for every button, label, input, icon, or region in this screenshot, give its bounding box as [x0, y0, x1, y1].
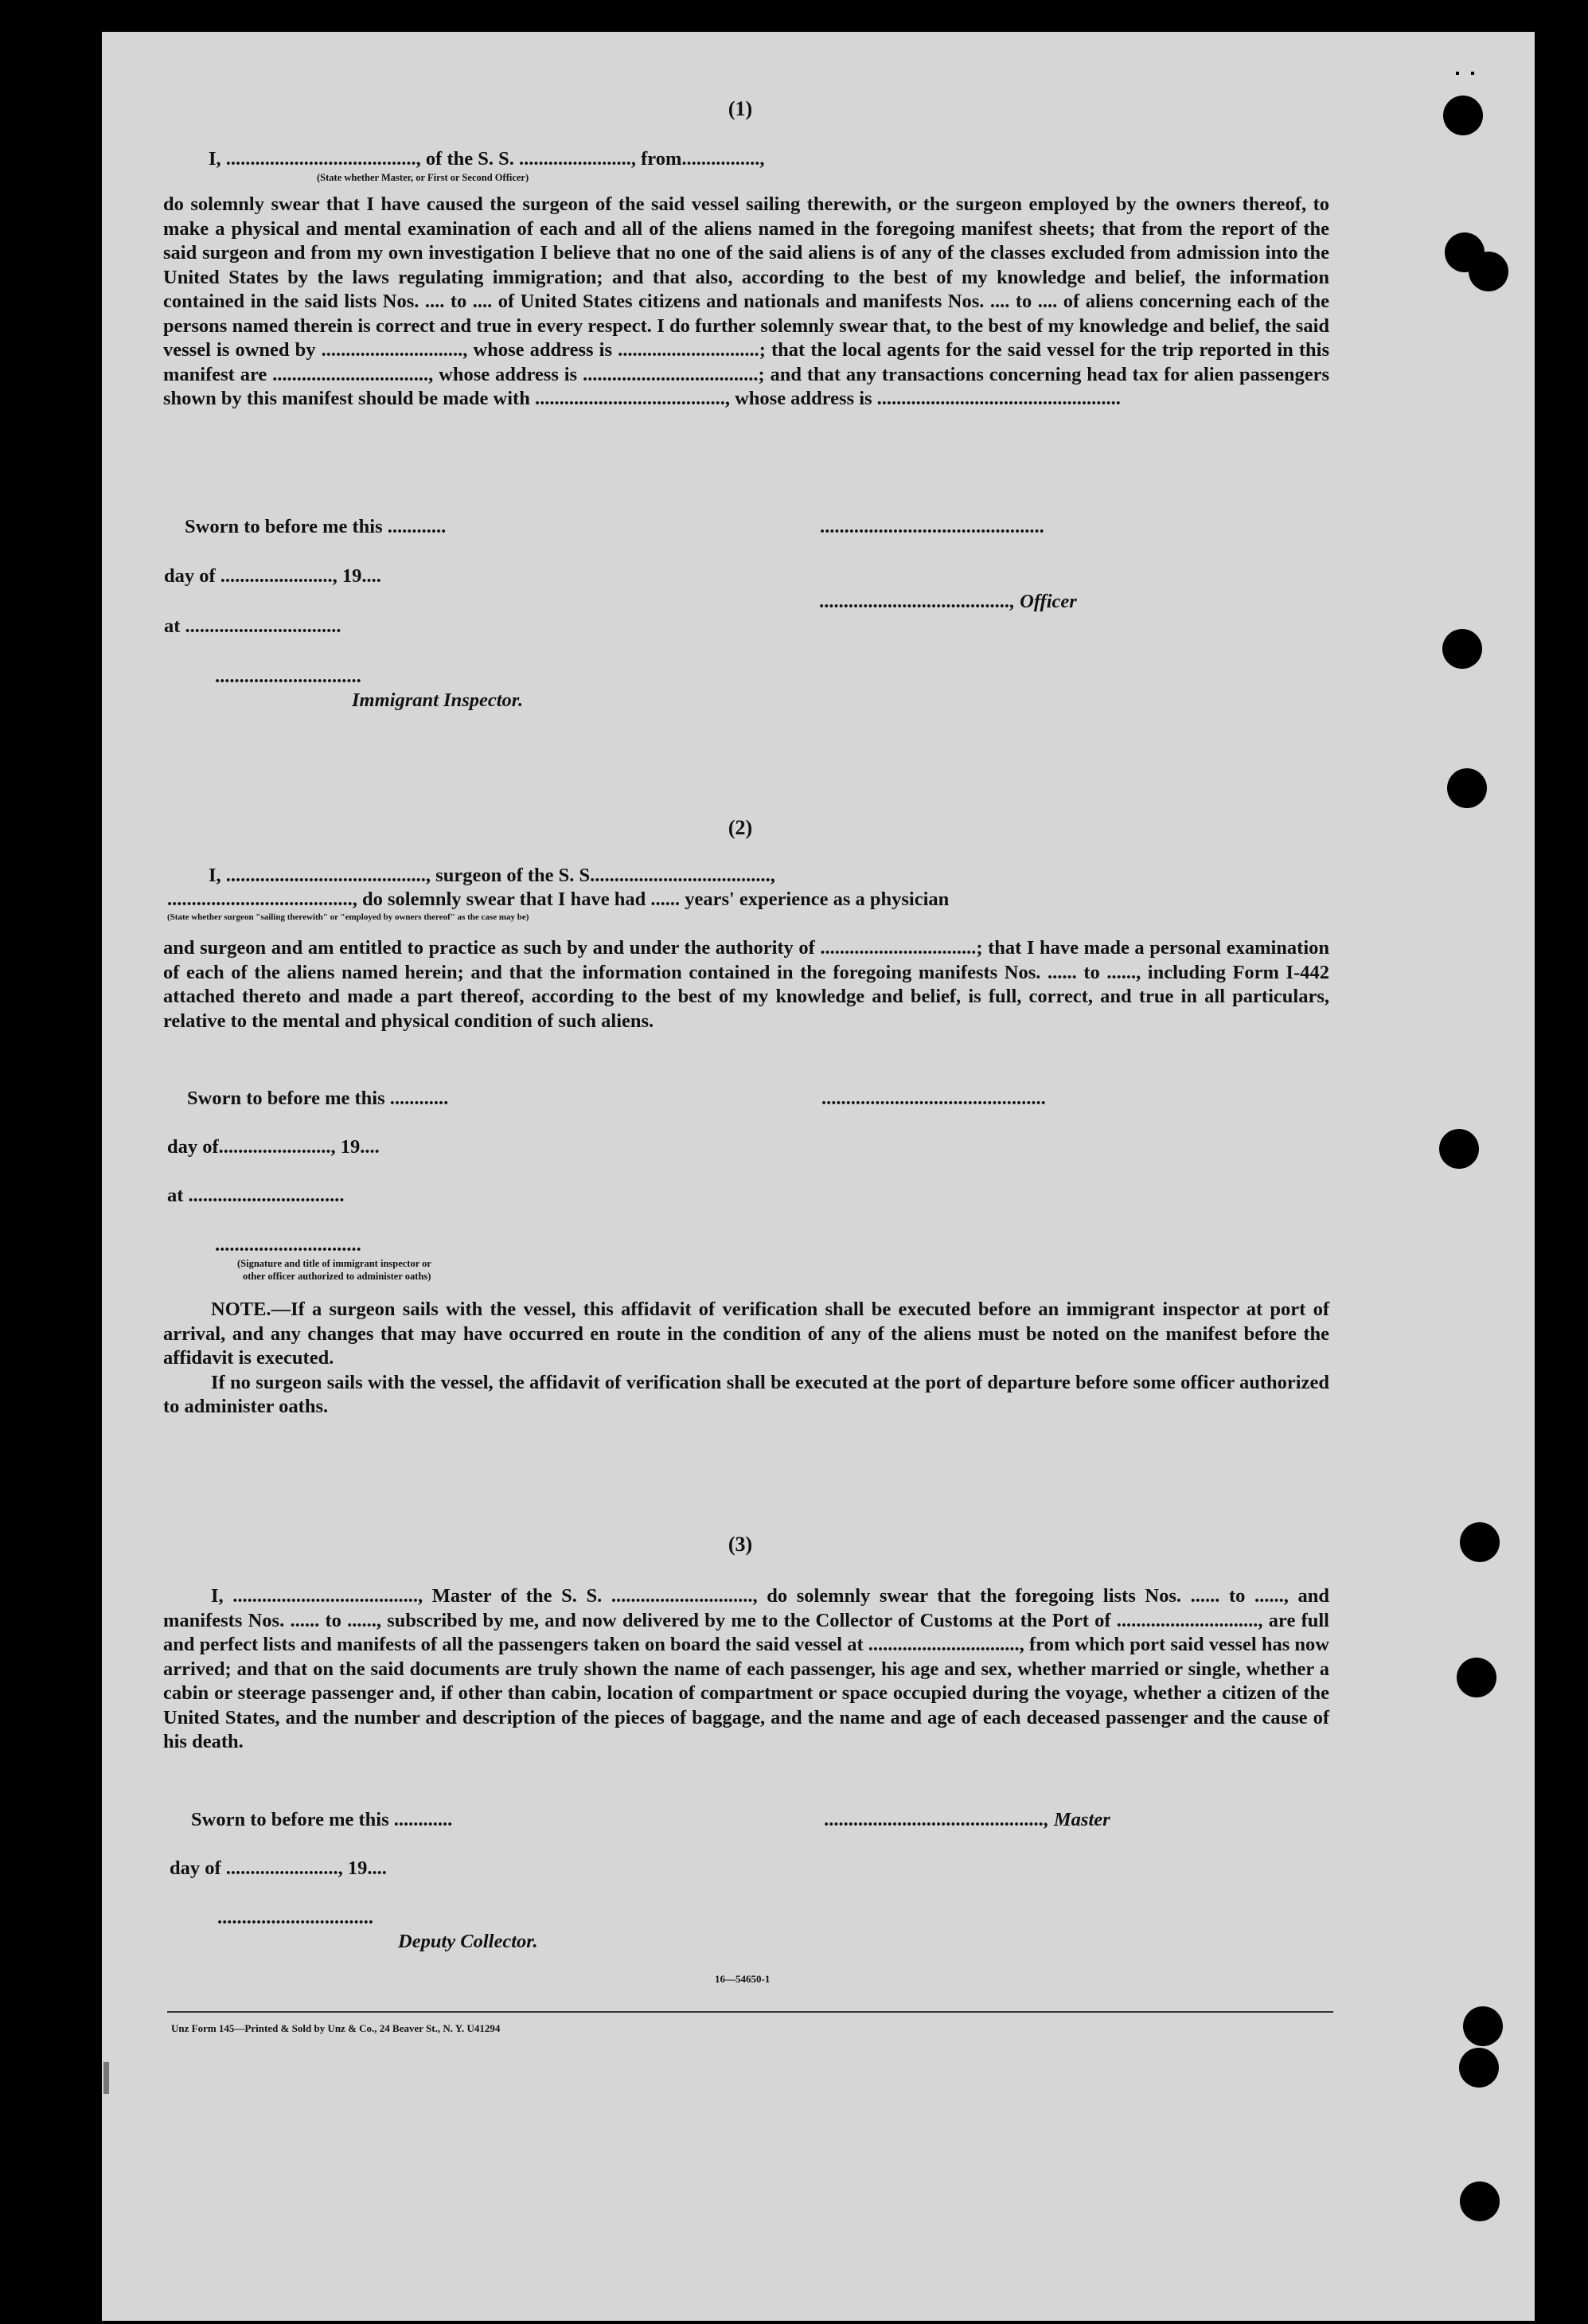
section-3-master-line: ............................................., Master — [825, 1809, 1110, 1830]
section-3-affidavit-body — [163, 1584, 1329, 1755]
punch-hole — [1439, 1129, 1479, 1169]
section-2-day-of: day of......................., 19.... — [167, 1136, 380, 1158]
section-1-inspector-label: Immigrant Inspector. — [352, 689, 524, 711]
section-3-body-text: I, ......................................, Master of the S. S. ............................., do solemnly swear that the foregoing lists Nos. ...... to ......, and manifests Nos. ...... to ......, subscribed by me, and now delivered by me to the Collector of Customs at the Port of ............................., are full and perfect lists and manifests of all the passengers taken on board the said vessel at ..............................., from which port said vessel has now arrived; and that on the said documents are truly shown the name of each passenger, his age and sex, whether married or single, whether a cabin or steerage passenger and, if other than cabin, location of compartment or space occupied during the voyage, whether a citizen of the United States, and the number and description of the pieces of baggage, and the name and age of each deceased passenger and the cause of his death. — [163, 1585, 1329, 1752]
section-2-inspector-signature: .............................. — [215, 1234, 361, 1256]
section-1-number: (1) — [728, 97, 753, 120]
section-3-collector-signature: ................................ — [217, 1907, 373, 1928]
section-2-at: at ................................ — [167, 1185, 345, 1206]
scan-mark — [103, 2062, 109, 2094]
form-code: 16—54650-1 — [715, 1973, 771, 1985]
section-2-line-2: ......................................, do solemnly swear that I have had ...... years' experience as a physician — [167, 889, 950, 910]
punch-hole — [1442, 629, 1482, 669]
section-2-line-2-note: (State whether surgeon "sailing therewith" or "employed by owners thereof" as the case may be) — [167, 912, 529, 922]
punch-hole — [1469, 252, 1508, 291]
footer-rule — [167, 2011, 1333, 2013]
section-3-day-of: day of ......................., 19.... — [170, 1857, 387, 1879]
section-2-sworn: Sworn to before me this ............ — [187, 1088, 449, 1109]
note-paragraph — [163, 1298, 1329, 1371]
section-3-number: (3) — [728, 1533, 753, 1556]
section-2-affidavit-body — [163, 936, 1329, 1033]
section-2-number: (2) — [728, 816, 753, 839]
punch-hole — [1447, 768, 1487, 808]
note-label: NOTE. — [211, 1299, 271, 1320]
section-2-body-text: and surgeon and am entitled to practice as such by and under the authority of ................................; that I have made a personal examination of each of the aliens named herein; and that the information contained in the foregoing manifests Nos. ...... to ......, including Form I-442 attached thereto and made a part thereof, according to the best of my knowledge and belief, is full, correct, and true in all particulars, relative to the mental and physical condition of such aliens. — [163, 937, 1329, 1032]
scan-mark — [1471, 72, 1474, 75]
section-1-inspector-signature: .............................. — [215, 666, 361, 687]
section-2-signature-line: .............................................. — [821, 1088, 1046, 1109]
section-1-opening-line: I, ......................................., of the S. S. ......................., from................, — [209, 148, 765, 170]
section-1-sworn: Sworn to before me this ............ — [185, 516, 447, 537]
note-paragraph-2: If no surgeon sails with the vessel, the affidavit of verification shall be executed at the port of departure before some officer authorized to administer oaths. — [163, 1371, 1329, 1417]
footer-imprint: Unz Form 145—Printed & Sold by Unz & Co., 24 Beaver St., N. Y. U41294 — [171, 2022, 501, 2034]
scan-mark — [1456, 72, 1459, 75]
note-text: —If a surgeon sails with the vessel, this affidavit of verification shall be executed before an immigrant inspector at port of arrival, and any changes that may have occurred en route in the condition of any of the aliens must be noted on the manifest before the affidavit is executed. — [163, 1299, 1329, 1369]
section-1-opening-note: (State whether Master, or First or Second Officer) — [317, 172, 529, 183]
section-2-inspector-note-1: (Signature and title of immigrant inspector or — [237, 1258, 431, 1269]
section-1-at: at ................................ — [164, 615, 341, 637]
section-1-day-of: day of ......................., 19.... — [164, 565, 381, 587]
section-1-body-text: do solemnly swear that I have caused the surgeon of the said vessel sailing therewith, or the surgeon employed by the owners thereof, to make a physical and mental examination of each and all of the aliens named in the foregoing manifest sheets; that from the report of the said surgeon and from my own investigation I believe that no one of the said aliens is of any of the classes excluded from admission into the United States by the laws regulating immigration; and that also, according to the best of my knowledge and belief, the information contained in the said lists Nos. .... to .... of United States citizens and nationals and manifests Nos. .... to .... of aliens concerning each of the persons named therein is correct and true in every respect. I do further solemnly swear that, to the best of my knowledge and belief, the said vessel is owned by ............................., whose address is .............................; that the local agents for the said vessel for the trip reported in this manifest are ................................, whose address is ....................................; and that any transactions concerning head tax for alien passengers shown by this manifest should be made with ......................................., whose address is .................................................. — [163, 193, 1329, 409]
section-2-inspector-note-2: other officer authorized to administer oaths) — [243, 1271, 431, 1282]
section-3-sworn: Sworn to before me this ............ — [191, 1809, 453, 1830]
section-1-officer-line: ......................................., Officer — [820, 591, 1077, 612]
section-3-collector-label: Deputy Collector. — [398, 1931, 538, 1952]
section-1-affidavit-body — [163, 193, 1329, 412]
punch-hole — [1463, 2006, 1503, 2046]
section-2-line-1: I, ........................................., surgeon of the S. S....................................., — [209, 865, 775, 886]
section-1-signature-line: .............................................. — [820, 516, 1044, 537]
section-2-note — [163, 1298, 1329, 1420]
punch-hole — [1460, 2181, 1500, 2221]
punch-hole — [1459, 2048, 1499, 2088]
punch-hole — [1457, 1658, 1496, 1697]
